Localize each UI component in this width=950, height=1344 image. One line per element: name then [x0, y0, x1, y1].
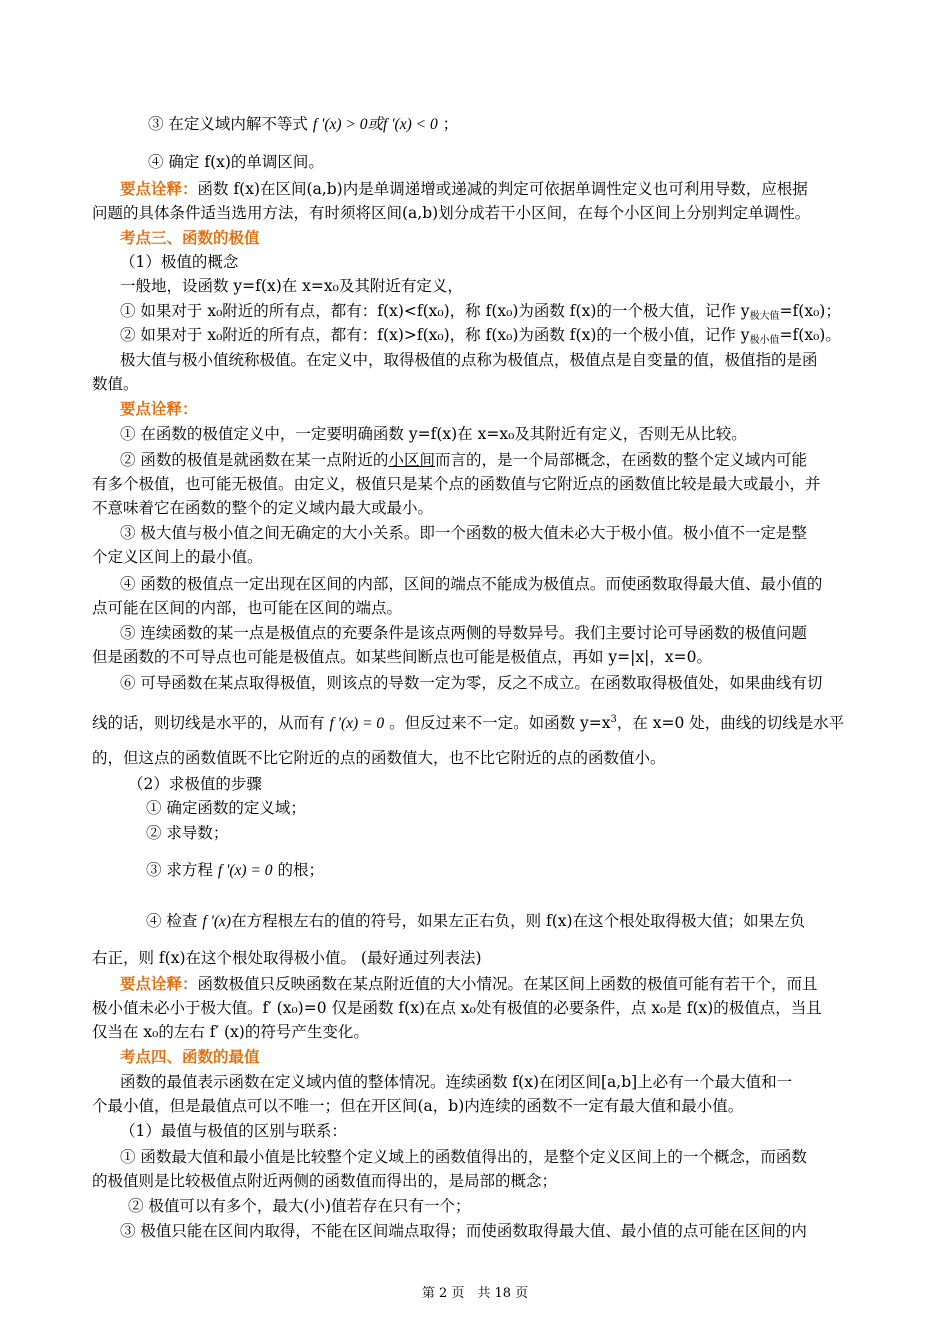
- derivative-zero-formula: f '(x) = 0: [329, 715, 385, 732]
- text-line: ① 确定函数的定义域；: [146, 799, 306, 817]
- page-footer: 第 2 页 共 18 页: [421, 1286, 529, 1301]
- text-line: 的，但这点的函数值既不比它附近的点的函数值大，也不比它附近的点的函数值小。: [92, 749, 666, 767]
- text-line: 要点诠释：函数极值只反映函数在某点附近值的大小情况。在某区间上函数的极值可能有若干个，而且: [120, 975, 818, 993]
- subheading: （1）最值与极值的区别与联系：: [120, 1122, 347, 1140]
- text-line: ① 函数最大值和最小值是比较整个定义域上的函数值得出的，是整个定义区间上的一个概念，而函数: [120, 1148, 807, 1166]
- underlined-term: 小区间: [388, 451, 435, 469]
- text-line: ④ 函数的极值点一定出现在区间的内部，区间的端点不能成为极值点。而使函数取得最大值、最小值的: [120, 575, 823, 593]
- text-line: 不意味着它在函数的整个的定义域内最大或最小。: [92, 499, 434, 517]
- text-line: 函数的最值表示函数在定义域内值的整体情况。连续函数 f(x)在闭区间[a,b]上必有一个最大值和一: [120, 1073, 793, 1091]
- text-line: 但是函数的不可导点也可能是极值点。如某些间断点也可能是极值点，再如 y=|x|，x=0。: [92, 648, 712, 666]
- text-line: 个最小值，但是最值点可以不唯一；但在开区间(a，b)内连续的函数不一定有最大值和最小值。: [92, 1097, 744, 1115]
- key-note-label: 要点诠释：: [120, 180, 198, 198]
- text-line: ① 在函数的极值定义中，一定要明确函数 y=f(x)在 x=x₀及其附近有定义，否则无从比较。: [120, 425, 747, 443]
- section-heading: 考点三、函数的极值: [120, 229, 260, 247]
- text-line: 要点诠释：函数 f(x)在区间(a,b)内是单调递增或递减的判定可依据单调性定义也可利用导数，应根据: [120, 180, 808, 198]
- text-line: ③ 求方程 f '(x) = 0 的根；: [146, 861, 324, 879]
- text-line: ⑥ 可导函数在某点取得极值，则该点的导数一定为零，反之不成立。在函数取得极值处，如果曲线有切: [120, 674, 823, 692]
- text-line: 极大值与极小值统称极值。在定义中，取得极值的点称为极值点，极值点是自变量的值，极值指的是函: [120, 351, 818, 369]
- subheading: （1）极值的概念: [120, 253, 239, 271]
- text-line: ③ 极大值与极小值之间无确定的大小关系。即一个函数的极大值未必大于极小值。极小值不一定是整: [120, 524, 807, 542]
- text-line: 的极值则是比较极值点附近两侧的函数值而得出的，是局部的概念；: [92, 1172, 558, 1190]
- text-line: 右正，则 f(x)在这个根处取得极小值。 (最好通过列表法): [92, 949, 482, 967]
- text-line: 有多个极值，也可能无极值。由定义，极值只是某个点的函数值与它附近点的函数值比较是最大或最小，并: [92, 475, 821, 493]
- key-note-label: 要点诠释：: [120, 975, 198, 993]
- key-note-label: 要点诠释：: [120, 400, 198, 418]
- text-line: ① 如果对于 x₀附近的所有点，都有：f(x)<f(x₀)，称 f(x₀)为函数 f(x)的一个极大值，记作 $y_{极大值}=f(x_0)$；: [120, 302, 841, 322]
- subheading: （2）求极值的步骤: [128, 775, 262, 793]
- text-line: 数值。: [92, 375, 139, 393]
- text-line: 问题的具体条件适当选用方法，有时须将区间(a,b)划分成若干小区间，在每个小区间上分别判定单调性。: [92, 204, 811, 222]
- derivative-formula: f '(x): [202, 913, 232, 930]
- text-line: 一般地，设函数 y=f(x)在 x=x₀及其附近有定义，: [120, 277, 463, 295]
- text-line: 线的话，则切线是水平的，从而有 f '(x) = 0 。但反过来不一定。如函数 $y=x^3$，在 x=0 处，曲线的切线是水平: [92, 714, 845, 732]
- text-line: ② 如果对于 x₀附近的所有点，都有：f(x)>f(x₀)，称 f(x₀)为函数 f(x)的一个极小值，记作 $y_{极小值}=f(x_0)$。: [120, 326, 841, 346]
- equation-formula: f '(x) = 0: [217, 862, 273, 879]
- text-line: ③ 极值只能在区间内取得，不能在区间端点取得；而使函数取得最大值、最小值的点可能在区间的内: [120, 1222, 807, 1240]
- text-line: ② 极值可以有多个，最大(小)值若存在只有一个；: [128, 1197, 471, 1215]
- text-line: ③ 在定义域内解不等式 f '(x) > 0或f '(x) < 0 ；: [148, 115, 459, 133]
- text-line: ④ 检查 f '(x)在方程根左右的值的符号，如果左正右负，则 f(x)在这个根处取得极大值；如果左负: [146, 912, 806, 930]
- text-line: ② 求导数；: [146, 824, 229, 842]
- text-line: 极小值未必小于极大值。f′ (x₀)=0 仅是函数 f(x)在点 x₀处有极值的必要条件，点 x₀是 f(x)的极值点，当且: [92, 999, 822, 1017]
- text-line: ② 函数的极值是就函数在某一点附近的小区间而言的，是一个局部概念，在函数的整个定义域内可能: [120, 451, 807, 469]
- text-line: ⑤ 连续函数的某一点是极值点的充要条件是该点两侧的导数异号。我们主要讨论可导函数的极值问题: [120, 624, 807, 642]
- inequality-formula: f '(x) > 0或f '(x) < 0: [312, 116, 438, 133]
- text-line: 仅当在 x₀的左右 f′ (x)的符号产生变化。: [92, 1023, 369, 1041]
- section-heading: 考点四、函数的最值: [120, 1048, 260, 1066]
- text-line: ④ 确定 f(x)的单调区间。: [148, 153, 324, 171]
- text-line: 点可能在区间的内部，也可能在区间的端点。: [92, 599, 403, 617]
- text-line: 个定义区间上的最小值。: [92, 548, 263, 566]
